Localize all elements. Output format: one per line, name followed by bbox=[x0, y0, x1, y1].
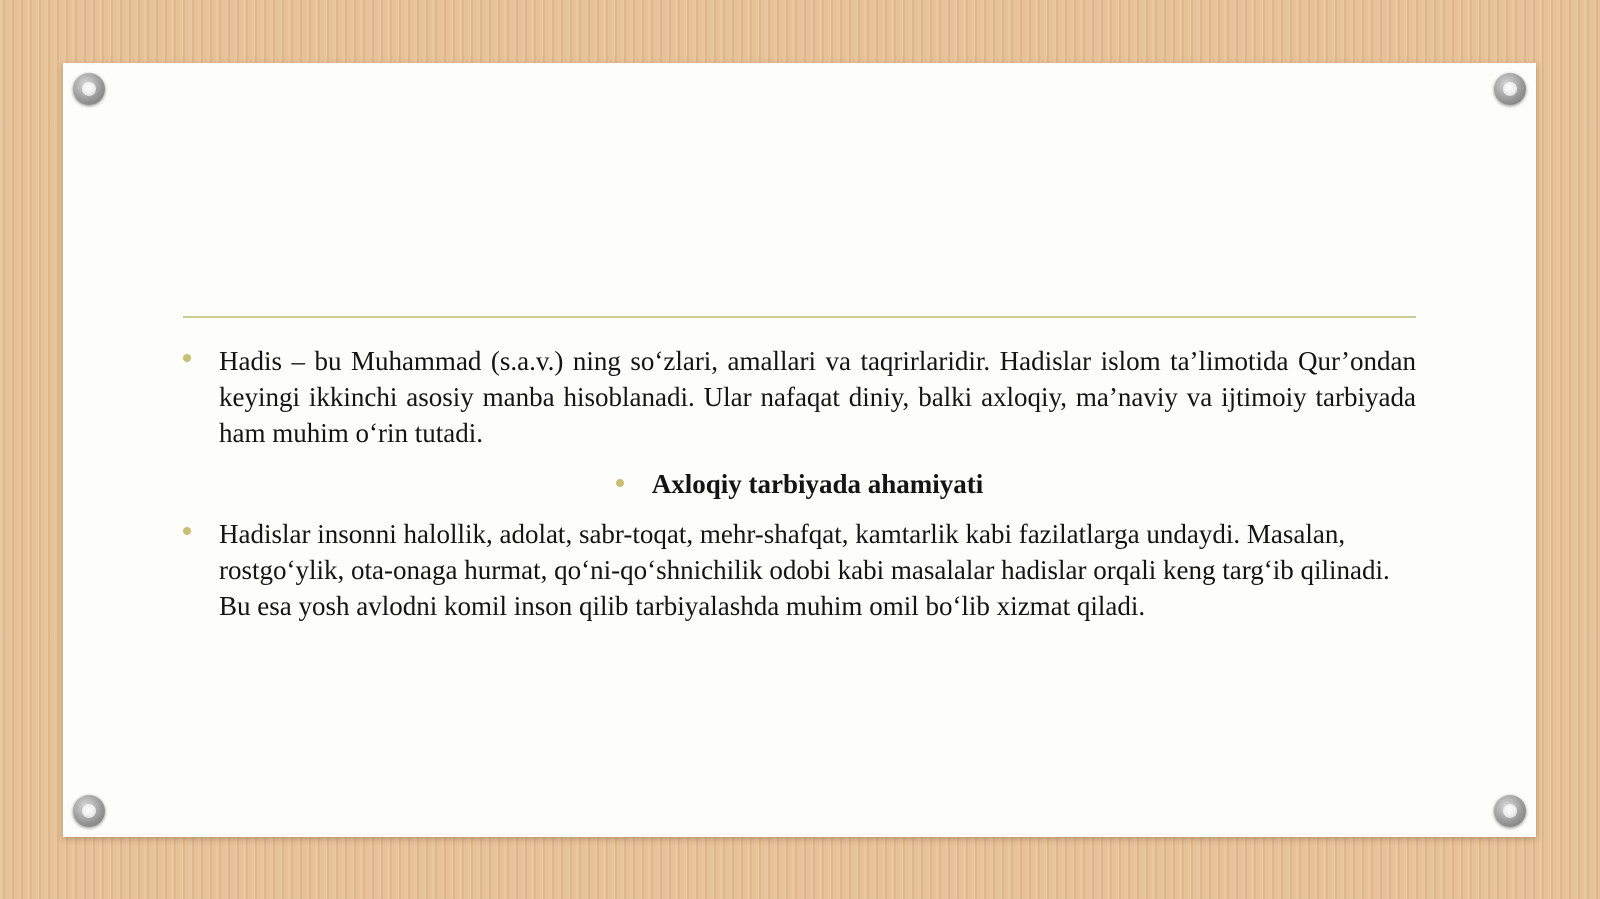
top-left-screw-icon bbox=[73, 73, 105, 105]
paragraph-1-text: Hadis – bu Muhammad (s.a.v.) ning so‘zlari, amallari va taqrirlaridir. Hadislar islom ta’limotida Qur’ondan keyingi ikkinchi asosiy manba hisoblanadi. Ular nafaqat diniy, balki axloqiy, ma’naviy va ijtimoiy tarbiyada ham muhim o‘rin tutadi. bbox=[219, 346, 1416, 448]
title-divider bbox=[183, 316, 1416, 318]
bullet-icon bbox=[183, 354, 191, 362]
bullet-icon bbox=[616, 479, 624, 487]
top-right-screw-icon bbox=[1494, 73, 1526, 105]
slide-content bbox=[183, 343, 1416, 624]
section-heading: Axloqiy tarbiyada ahamiyati bbox=[651, 469, 984, 499]
bullet-paragraph-2 bbox=[183, 516, 1416, 624]
section-heading-row bbox=[183, 466, 1416, 502]
bottom-right-screw-icon bbox=[1494, 795, 1526, 827]
paragraph-2-text: Hadislar insonni halollik, adolat, sabr-toqat, mehr-shafqat, kamtarlik kabi fazilatlarga undaydi. Masalan, rostgo‘ylik, ota-onaga hurmat, qo‘ni-qo‘shnichilik odobi kabi masalalar hadislar orqali keng targ‘ib qilinadi. Bu esa yosh avlodni komil inson qilib tarbiyalashda muhim omil bo‘lib xizmat qiladi. bbox=[219, 519, 1390, 621]
bullet-icon bbox=[183, 527, 191, 535]
bullet-paragraph-1 bbox=[183, 343, 1416, 451]
bottom-left-screw-icon bbox=[73, 795, 105, 827]
slide-card bbox=[63, 63, 1536, 837]
